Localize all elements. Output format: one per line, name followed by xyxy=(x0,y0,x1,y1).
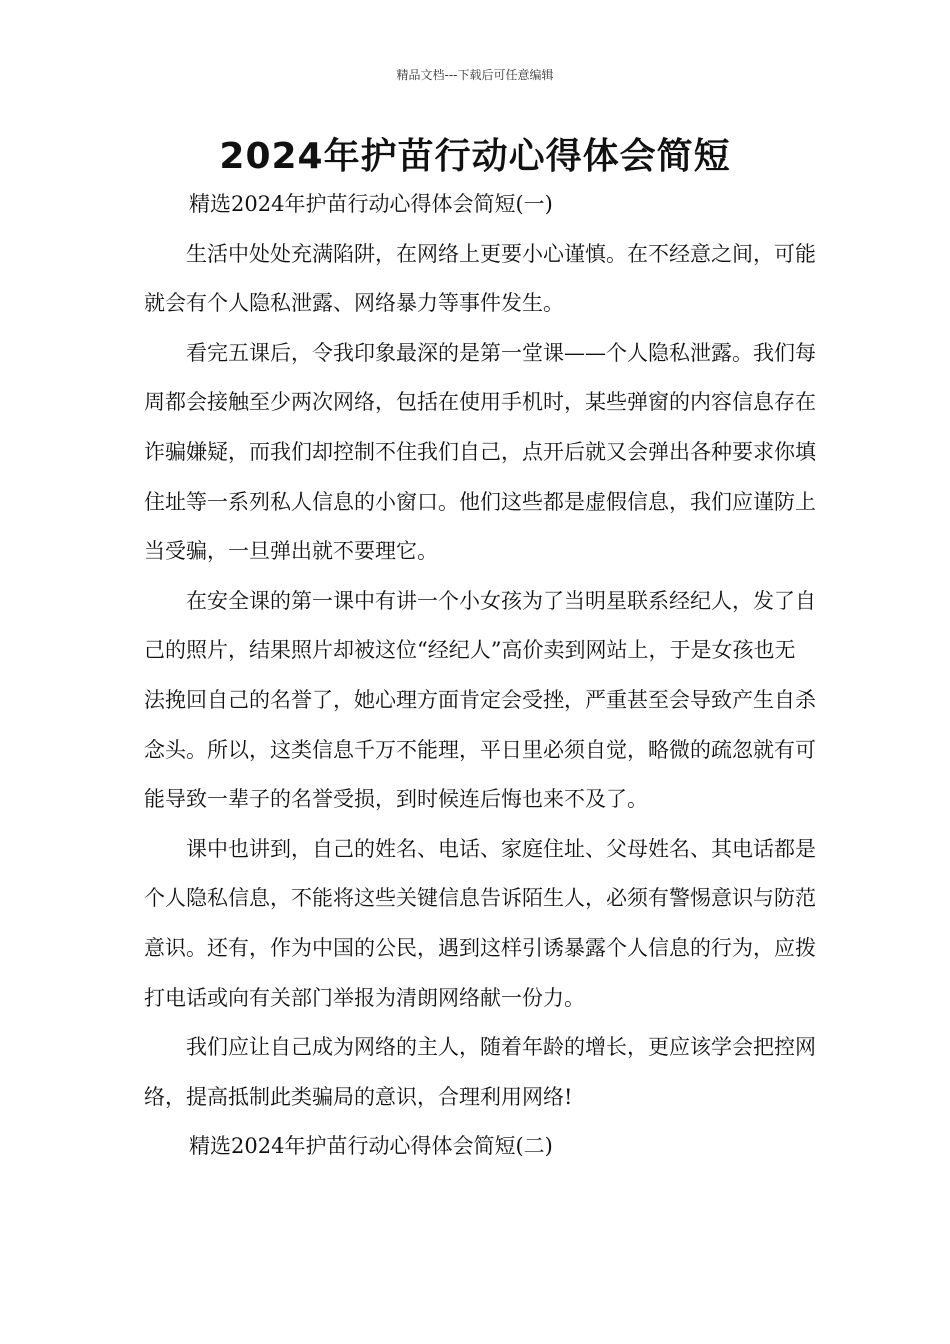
paragraph-2: 看完五课后，令我印象最深的是第一堂课——个人隐私泄露。我们每周都会接触至少两次网络，包括在使用手机时，某些弹窗的内容信息存在诈骗嫌疑，而我们却控制不住我们自己，点开后就又会弹出各种要求你填住址等一系列私人信息的小窗口。他们这些都是虚假信息，我们应谨防上当受骗，一旦弹出就不要理它。 xyxy=(144,340,816,564)
paragraph-1: 生活中处处充满陷阱，在网络上更要小心谨慎。在不经意之间，可能就会有个人隐私泄露、网络暴力等事件发生。 xyxy=(144,241,816,316)
document-title: 2024年护苗行动心得体会简短 xyxy=(219,136,731,177)
paragraph-4: 课中也讲到，自己的姓名、电话、家庭住址、父母姓名、其电话都是个人隐私信息，不能将这些关键信息告诉陌生人，必须有警惕意识与防范意识。还有，作为中国的公民，遇到这样引诱暴露个人信息的行为，应拨打电话或向有关部门举报为清朗网络献一份力。 xyxy=(144,836,816,1010)
section-heading-2: 精选2024年护苗行动心得体会简短(二) xyxy=(189,1134,553,1159)
section-heading-1: 精选2024年护苗行动心得体会简短(一) xyxy=(189,192,553,216)
page-header: 精品文档---下载后可任意编辑 xyxy=(396,68,554,82)
document-body xyxy=(144,180,816,1172)
paragraph-5: 我们应让自己成为网络的主人，随着年龄的增长，更应该学会把控网络，提高抵制此类骗局的意识，合理利用网络! xyxy=(144,1035,816,1109)
paragraph-3: 在安全课的第一课中有讲一个小女孩为了当明星联系经纪人，发了自己的照片，结果照片却被这位“经纪人”高价卖到网站上，于是女孩也无法挽回自己的名誉了，她心理方面肯定会受挫，严重甚至会导致产生自杀念头。所以，这类信息千万不能理，平日里必须自觉，略微的疏忽就有可能导致一辈子的名誉受损，到时候连后悔也来不及了。 xyxy=(144,588,816,812)
